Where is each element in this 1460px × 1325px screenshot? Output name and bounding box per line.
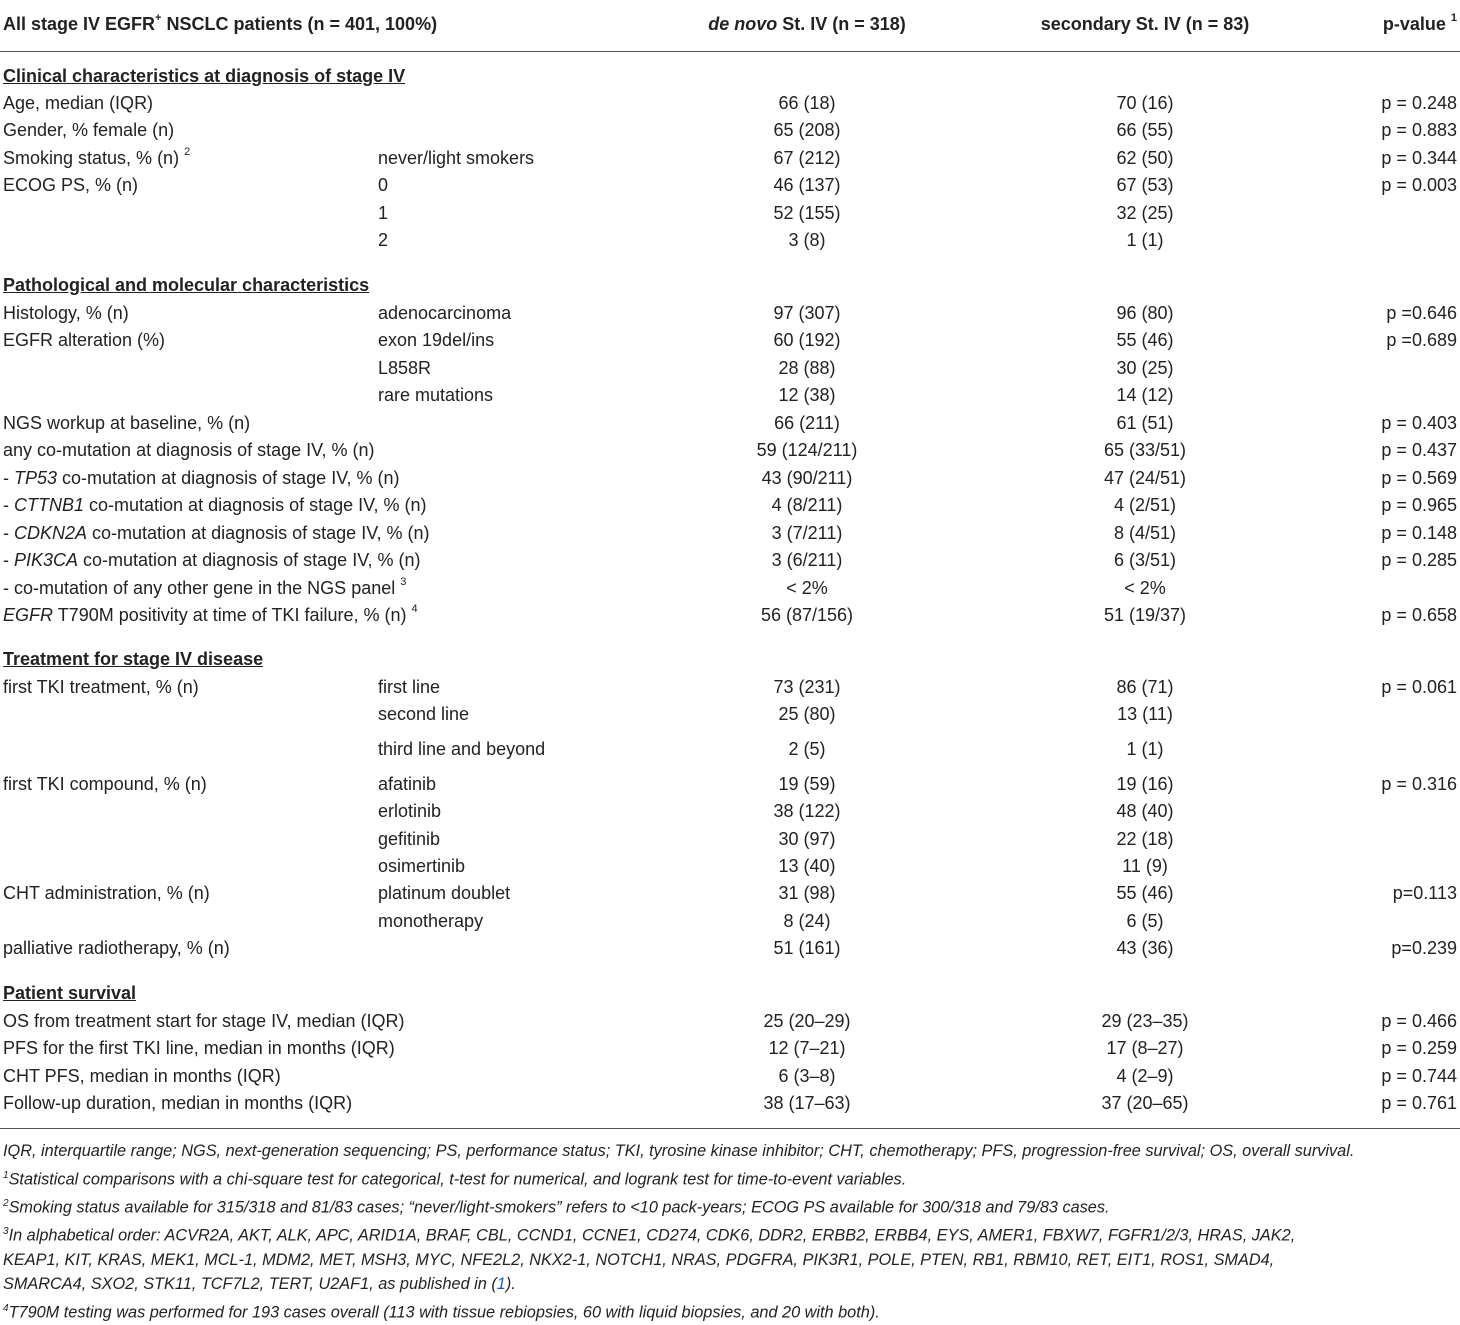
row-label-text: co-mutation at diagnosis of stage IV, % (n) <box>87 523 430 543</box>
row-sublabel: rare mutations <box>378 385 494 405</box>
cell-secondary: 13 (11) <box>1117 704 1173 724</box>
row-label-text: first TKI compound, % (n) <box>3 774 207 794</box>
cell-de-novo: 59 (124/211) <box>756 440 858 460</box>
footnote-2: $^2$Smoking status available for 315/318 and 81/83 cases; “never/light-smokers” refers to <10 pack-years; ECOG PS available for 300/318 and 79/83 cases. <box>3 1197 1110 1217</box>
row-label <box>3 604 418 626</box>
cell-p-value: p=0.113 <box>1392 883 1457 903</box>
footnote-marker: 4 <box>411 603 418 615</box>
cell-secondary: 55 (46) <box>1116 883 1174 903</box>
cell-p-value: p = 0.148 <box>1381 523 1457 543</box>
gene-name: EGFR <box>3 605 54 625</box>
cell-secondary: 48 (40) <box>1116 801 1174 821</box>
cell-secondary: 43 (36) <box>1116 938 1174 958</box>
header-col-patients: All stage IV EGFR+ NSCLC patients (n = 401, 100%) <box>3 12 438 34</box>
row-label-text: Follow-up duration, median in months (IQR) <box>3 1093 353 1113</box>
row-label <box>3 494 427 516</box>
cell-p-value: p = 0.744 <box>1381 1066 1457 1086</box>
cell-secondary: 47 (24/51) <box>1103 468 1187 488</box>
cell-de-novo: 46 (137) <box>773 175 841 195</box>
cell-de-novo: 66 (211) <box>774 413 840 433</box>
row-label-text: palliative radiotherapy, % (n) <box>3 938 230 958</box>
cell-de-novo: 30 (97) <box>778 829 836 849</box>
cell-p-value: p = 0.883 <box>1381 120 1457 140</box>
header-col-p-value: p-value $^1$ <box>1382 12 1457 34</box>
cell-p-value: p = 0.403 <box>1381 413 1457 433</box>
cell-de-novo: 52 (155) <box>773 203 841 223</box>
footnote-3-cont: KEAP1, KIT, KRAS, MEK1, MCL-1, MDM2, MET, MSH3, MYC, NFE2L2, NKX2-1, NOTCH1, NRAS, PDGFRA, PIK3R1, POLE, PTEN, RB1, RBM10, RET, EIT1, ROS1, SMAD4, <box>3 1250 1275 1269</box>
cell-de-novo: 56 (87/156) <box>760 605 854 625</box>
cell-secondary: 32 (25) <box>1116 203 1174 223</box>
footnotes <box>3 1139 1459 1325</box>
footnote-3-end: SMARCA4, SXO2, STK11, TCF7L2, TERT, U2AF1, as published in (1). <box>3 1275 516 1294</box>
row-label <box>3 676 199 698</box>
section-heading: Pathological and molecular characteristics <box>3 275 370 295</box>
cell-secondary: 70 (16) <box>1116 93 1174 113</box>
row-label-text: ECOG PS, % (n) <box>3 175 139 195</box>
row-sublabel: monotherapy <box>378 911 484 931</box>
cell-p-value: p = 0.437 <box>1381 440 1457 460</box>
row-sublabel: third line and beyond <box>378 739 546 759</box>
row-label-text: co-mutation at diagnosis of stage IV, % (n) <box>78 550 421 570</box>
row-sublabel: gefitinib <box>378 829 441 849</box>
cell-secondary: 61 (51) <box>1116 413 1174 433</box>
row-label <box>3 329 165 351</box>
cell-p-value: p = 0.259 <box>1381 1038 1457 1058</box>
row-label-text: co-mutation at diagnosis of stage IV, % (n) <box>57 468 400 488</box>
cell-secondary: < 2% <box>1124 578 1166 598</box>
row-sublabel: adenocarcinoma <box>378 303 512 323</box>
cell-secondary: 30 (25) <box>1116 358 1174 378</box>
cell-secondary: 1 (1) <box>1126 739 1164 759</box>
footnote-abbreviations: IQR, interquartile range; NGS, next-generation sequencing; PS, performance status; TKI, tyrosine kinase inhibitor; CHT, chemotherapy; PFS, progression-free survival; OS, overall survival. <box>3 1142 1355 1160</box>
cell-de-novo: 31 (98) <box>778 883 836 903</box>
cell-de-novo: 38 (17–63) <box>763 1093 851 1113</box>
cell-p-value: p = 0.658 <box>1381 605 1457 625</box>
cell-de-novo: 3 (7/211) <box>771 523 843 543</box>
row-sublabel: second line <box>378 704 470 724</box>
row-label-text: T790M positivity at time of TKI failure, % (n) <box>53 605 407 625</box>
cell-p-value: p = 0.569 <box>1381 468 1457 488</box>
row-label-text: EGFR alteration (%) <box>3 330 166 350</box>
row-label <box>3 577 406 599</box>
row-label-text: NGS workup at baseline, % (n) <box>3 413 251 433</box>
cell-secondary: 37 (20–65) <box>1101 1093 1189 1113</box>
row-label-text: CHT PFS, median in months (IQR) <box>3 1066 281 1086</box>
cell-secondary: 6 (3/51) <box>1113 550 1177 570</box>
row-label <box>3 147 190 169</box>
cell-p-value: p=0.239 <box>1391 938 1457 958</box>
cell-de-novo: 38 (122) <box>773 801 841 821</box>
cell-de-novo: 12 (38) <box>778 385 836 405</box>
row-label <box>3 522 430 544</box>
row-sublabel: 0 <box>378 175 389 195</box>
cell-secondary: 67 (53) <box>1116 175 1174 195</box>
section-heading: Clinical characteristics at diagnosis of stage IV <box>3 66 406 86</box>
row-sublabel: exon 19del/ins <box>378 330 495 350</box>
row-label-prefix: - <box>3 495 14 515</box>
row-label <box>3 1065 281 1087</box>
bottom-rule <box>0 1128 1460 1129</box>
row-label <box>3 439 375 461</box>
header-col-secondary: secondary St. IV (n = 83) <box>1040 14 1250 34</box>
row-sublabel: L858R <box>378 358 432 378</box>
cell-de-novo: < 2% <box>786 578 828 598</box>
cell-de-novo: 66 (18) <box>778 93 836 113</box>
section-heading: Treatment for stage IV disease <box>3 649 264 669</box>
cell-secondary: 51 (19/37) <box>1103 605 1187 625</box>
cell-secondary: 86 (71) <box>1116 677 1174 697</box>
cell-de-novo: 2 (5) <box>788 739 826 759</box>
cell-de-novo: 8 (24) <box>783 911 831 931</box>
cell-p-value: p = 0.061 <box>1381 677 1457 697</box>
row-label-text: OS from treatment start for stage IV, median (IQR) <box>3 1011 405 1031</box>
row-label <box>3 882 210 904</box>
cell-secondary: 8 (4/51) <box>1113 523 1177 543</box>
cell-secondary: 14 (12) <box>1116 385 1174 405</box>
row-label-text: CHT administration, % (n) <box>3 883 210 903</box>
cell-de-novo: 43 (90/211) <box>761 468 853 488</box>
cell-de-novo: 25 (20–29) <box>763 1011 851 1031</box>
header-rule <box>0 51 1460 52</box>
cell-secondary: 62 (50) <box>1116 148 1174 168</box>
row-label-text: Smoking status, % (n) <box>3 148 180 168</box>
cell-de-novo: 60 (192) <box>773 330 841 350</box>
cell-de-novo: 65 (208) <box>773 120 841 140</box>
cell-secondary: 55 (46) <box>1116 330 1174 350</box>
cell-secondary: 4 (2–9) <box>1116 1066 1174 1086</box>
cell-de-novo: 3 (6/211) <box>771 550 843 570</box>
cell-de-novo: 6 (3–8) <box>778 1066 836 1086</box>
row-sublabel: erlotinib <box>378 801 442 821</box>
cell-p-value: p = 0.003 <box>1381 175 1457 195</box>
cell-p-value: p = 0.965 <box>1381 495 1457 515</box>
cell-p-value: p = 0.761 <box>1381 1093 1457 1113</box>
cell-p-value: p =0.646 <box>1386 303 1457 323</box>
row-label <box>3 412 250 434</box>
row-sublabel: 1 <box>378 203 389 223</box>
cell-de-novo: 3 (8) <box>788 230 826 250</box>
row-label-text: Histology, % (n) <box>3 303 129 323</box>
row-label-text: co-mutation at diagnosis of stage IV, % (n) <box>84 495 427 515</box>
header-col-de-novo: de novo St. IV (n = 318) <box>708 14 906 34</box>
row-label <box>3 1037 395 1059</box>
row-label <box>3 174 138 196</box>
cell-secondary: 65 (33/51) <box>1103 440 1187 460</box>
cell-secondary: 4 (2/51) <box>1113 495 1177 515</box>
row-label-text: PFS for the first TKI line, median in months (IQR) <box>3 1038 395 1058</box>
row-sublabel: first line <box>378 677 441 697</box>
row-label <box>3 119 174 141</box>
cell-de-novo: 28 (88) <box>778 358 836 378</box>
row-label <box>3 1010 404 1032</box>
cell-p-value: p = 0.285 <box>1381 550 1457 570</box>
cell-secondary: 19 (16) <box>1116 774 1174 794</box>
cell-p-value: p = 0.466 <box>1381 1011 1457 1031</box>
cell-p-value: p =0.689 <box>1386 330 1457 350</box>
cell-de-novo: 19 (59) <box>778 774 836 794</box>
cell-secondary: 6 (5) <box>1126 911 1164 931</box>
cell-secondary: 22 (18) <box>1116 829 1174 849</box>
row-label <box>3 773 207 795</box>
row-sublabel: never/light smokers <box>378 148 535 168</box>
cell-secondary: 29 (23–35) <box>1101 1011 1189 1031</box>
cell-de-novo: 51 (161) <box>773 938 841 958</box>
row-sublabel: afatinib <box>378 774 437 794</box>
footnote-1: $^1$Statistical comparisons with a chi-square test for categorical, t-test for numerical, and logrank test for time-to-event variables. <box>3 1169 907 1189</box>
reference-link[interactable]: 1 <box>496 1275 506 1294</box>
row-sublabel: 2 <box>378 230 389 250</box>
footnote-4: $^4$T790M testing was performed for 193 cases overall (113 with tissue rebiopsies, 60 with liquid biopsies, and 20 with both). <box>3 1302 880 1322</box>
footnote-marker: 2 <box>184 146 191 158</box>
gene-name: PIK3CA <box>14 550 79 570</box>
cell-de-novo: 12 (7–21) <box>768 1038 846 1058</box>
cell-secondary: 96 (80) <box>1116 303 1174 323</box>
cell-secondary: 66 (55) <box>1116 120 1174 140</box>
section-heading: Patient survival <box>3 983 137 1003</box>
row-label-text: any co-mutation at diagnosis of stage IV, % (n) <box>3 440 375 460</box>
cell-de-novo: 67 (212) <box>773 148 841 168</box>
cell-p-value: p = 0.344 <box>1381 148 1457 168</box>
gene-name: TP53 <box>14 468 58 488</box>
row-label-text: first TKI treatment, % (n) <box>3 677 199 697</box>
gene-name: CTTNB1 <box>14 495 85 515</box>
row-label-text: Gender, % female (n) <box>3 120 175 140</box>
row-label <box>3 549 421 571</box>
cell-p-value: p = 0.316 <box>1381 774 1457 794</box>
footnote-marker: 3 <box>400 576 407 588</box>
cell-p-value: p = 0.248 <box>1381 93 1457 113</box>
cell-de-novo: 97 (307) <box>773 303 841 323</box>
cell-secondary: 11 (9) <box>1122 856 1168 876</box>
row-label <box>3 937 230 959</box>
row-label <box>3 302 129 324</box>
cell-secondary: 17 (8–27) <box>1106 1038 1184 1058</box>
row-label-prefix: - <box>3 468 14 488</box>
row-sublabel: osimertinib <box>378 856 466 876</box>
cell-de-novo: 4 (8/211) <box>771 495 843 515</box>
row-label-prefix: - <box>3 550 14 570</box>
row-sublabel: platinum doublet <box>378 883 511 903</box>
row-label <box>3 92 153 114</box>
row-label <box>3 1092 352 1114</box>
cell-de-novo: 13 (40) <box>778 856 836 876</box>
cell-de-novo: 73 (231) <box>773 677 841 697</box>
cell-de-novo: 25 (80) <box>778 704 836 724</box>
gene-name: CDKN2A <box>14 523 88 543</box>
row-label-text: Age, median (IQR) <box>3 93 154 113</box>
row-label-text: - co-mutation of any other gene in the NGS panel <box>3 578 396 598</box>
cell-secondary: 1 (1) <box>1126 230 1164 250</box>
row-label-prefix: - <box>3 523 14 543</box>
footnote-3: $^3$In alphabetical order: ACVR2A, AKT, ALK, APC, ARID1A, BRAF, CBL, CCND1, CCNE1, CD274, CDK6, DDR2, ERBB2, ERBB4, EYS, AMER1, FBXW7, FGFR1/2/3, HRAS, JAK2, <box>3 1225 1296 1245</box>
row-label <box>3 467 400 489</box>
